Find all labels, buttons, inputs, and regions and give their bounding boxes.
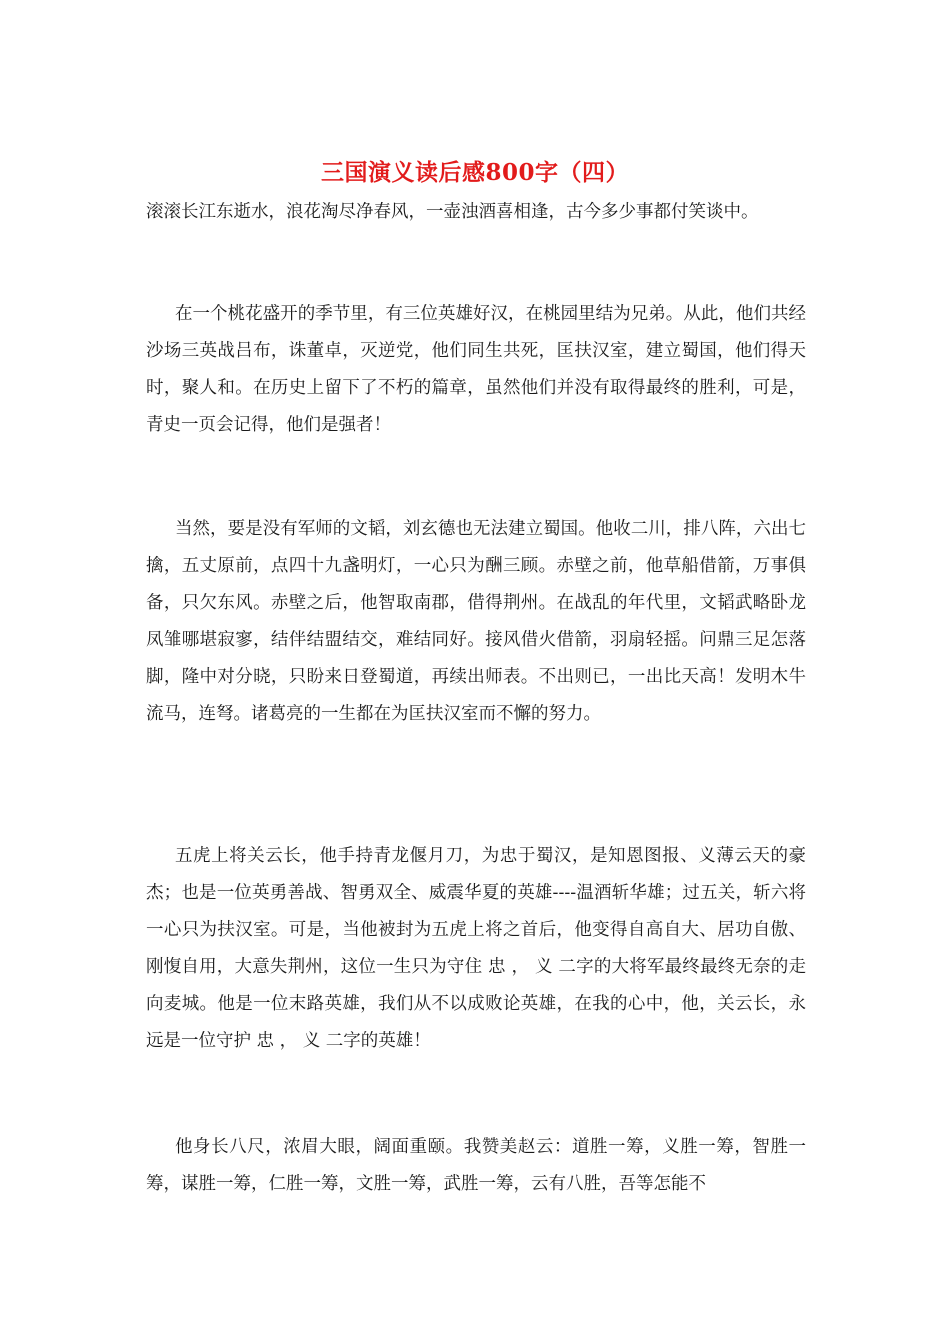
document-title: 三国演义读后感800字（四） [320, 159, 629, 186]
intro-line: 滚滚长江东逝水，浪花淘尽净春风，一壶浊酒喜相逢，古今多少事都付笑谈中。 [146, 202, 759, 222]
paragraph-3: 五虎上将关云长，他手持青龙偃月刀，为忠于蜀汉，是知恩图报、义薄云天的豪杰；也是一位英勇善战、智勇双全、威震华夏的英雄----温酒斩华雄；过五关，斩六将一心只为扶汉室。可是，当他被封为五虎上将之首后，他变得自高自大、居功自傲、刚愎自用，大意失荆州，这位一生只为守住 忠 ， 义 二字的大将军最终最终无奈的走向麦城。他是一位末路英雄，我们从不以成败论英雄，在我的心中，他，关云长，永远是一位守护 忠 ， 义 二字的英雄！ [146, 846, 806, 1051]
paragraph-2: 当然，要是没有军师的文韬，刘玄德也无法建立蜀国。他收二川，排八阵，六出七擒，五丈原前，点四十九盏明灯，一心只为酬三顾。赤壁之前，他草船借箭，万事俱备，只欠东风。赤壁之后，他智取南郡，借得荆州。在战乱的年代里，文韬武略卧龙凤雏哪堪寂寥，结伴结盟结交，难结同好。接风借火借箭，羽扇轻摇。问鼎三足怎落脚，隆中对分晓，只盼来日登蜀道，再续出师表。不出则已，一出比天高！发明木牛流马，连弩。诸葛亮的一生都在为匡扶汉室而不懈的努力。 [146, 519, 806, 724]
paragraph-4: 他身长八尺，浓眉大眼，阔面重颐。我赞美赵云：道胜一筹，义胜一筹，智胜一筹，谋胜一筹，仁胜一筹，文胜一筹，武胜一筹，云有八胜，吾等怎能不 [146, 1137, 806, 1194]
paragraph-1: 在一个桃花盛开的季节里，有三位英雄好汉，在桃园里结为兄弟。从此，他们共经沙场三英战吕布，诛董卓，灭逆党，他们同生共死，匡扶汉室，建立蜀国，他们得天时，聚人和。在历史上留下了不朽的篇章，虽然他们并没有取得最终的胜利，可是，青史一页会记得，他们是强者！ [146, 304, 806, 435]
